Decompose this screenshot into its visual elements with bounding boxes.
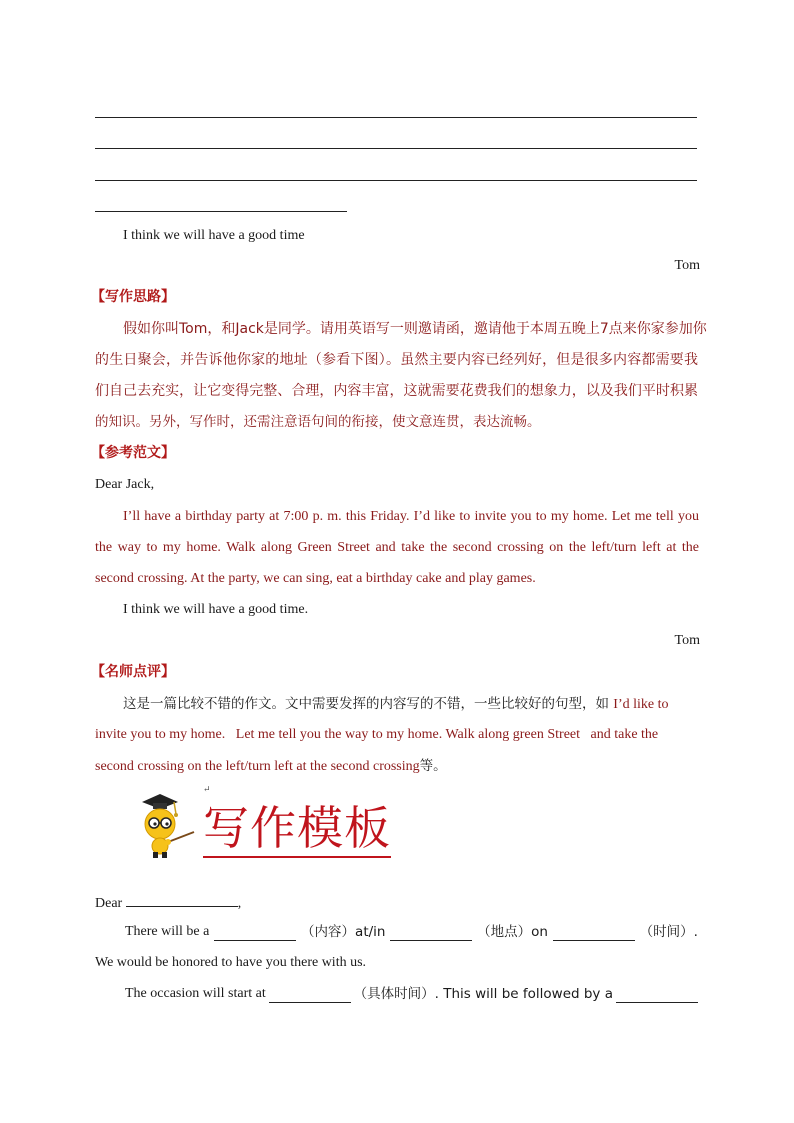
- place-blank: [390, 926, 472, 941]
- template-banner-title: 写作模板: [203, 800, 391, 858]
- top-closing: I think we will have a good time: [123, 228, 305, 243]
- sample-heading: 【参考范文】: [91, 445, 175, 461]
- template-salutation-suffix: ,: [237, 896, 242, 911]
- template-line-1-a: There will be a: [125, 924, 210, 939]
- top-signature: Tom: [674, 258, 700, 273]
- salutation-blank: [126, 892, 238, 907]
- comment-line-1: [123, 695, 669, 714]
- sample-salutation: Dear Jack,: [95, 477, 155, 492]
- comment-line-3: [95, 757, 447, 776]
- template-line-3-a: The occasion will start at: [125, 986, 266, 1001]
- idea-line-3: 们自己去充实，让它变得完整、合理，内容丰富，这就需要花费我们的想象力，以及我们平时积累: [95, 383, 698, 399]
- comment-line-1-en: I’d like to: [613, 697, 669, 712]
- answer-line-1: [95, 117, 697, 118]
- template-salutation: [95, 892, 241, 913]
- mascot-graduate-icon: [138, 786, 200, 860]
- comment-line-3-en: second crossing on the left/turn left at the second crossing: [95, 759, 420, 774]
- followed-by-blank: [616, 988, 698, 1003]
- idea-line-4: 的知识。另外，写作时，还需注意语句间的衔接，使文意连贯，表达流畅。: [95, 414, 541, 430]
- sample-line-3: second crossing. At the party, we can sing, eat a birthday cake and play games.: [95, 571, 536, 586]
- template-line-1-b: （内容）at/in: [301, 924, 386, 940]
- sample-line-2: the way to my home. Walk along Green Street and take the second crossing on the left/turn left at the: [95, 540, 699, 555]
- time-blank: [553, 926, 635, 941]
- template-line-3-b: （具体时间）. This will be followed by a: [353, 986, 613, 1002]
- comment-line-1-cn: 这是一篇比较不错的作文。文中需要发挥的内容写的不错，一些比较好的句型，如: [123, 696, 614, 712]
- sample-closing: I think we will have a good time.: [123, 602, 309, 617]
- template-line-1-c: （地点）on: [477, 924, 548, 940]
- idea-line-2: 的生日聚会，并告诉他你家的地址（参看下图）。虽然主要内容已经列好，但是很多内容都需要我: [95, 352, 698, 368]
- sample-signature: Tom: [674, 633, 700, 648]
- sample-line-1: I’ll have a birthday party at 7:00 p. m. this Friday. I’d like to invite you to my home. Let me tell you: [123, 509, 699, 524]
- comment-line-3-cn: 等。: [419, 758, 447, 774]
- answer-line-4: [95, 211, 347, 212]
- start-time-blank: [269, 988, 351, 1003]
- template-salutation-prefix: Dear: [95, 896, 123, 911]
- idea-line-1: 假如你叫Tom，和Jack是同学。请用英语写一则邀请函，邀请他于本周五晚上7点来你家参加你: [123, 321, 707, 337]
- comment-heading: 【名师点评】: [91, 664, 175, 680]
- template-line-2: We would be honored to have you there with us.: [95, 955, 367, 970]
- idea-heading: 【写作思路】: [91, 289, 175, 305]
- template-line-3: [125, 985, 698, 1003]
- template-line-1-d: （时间）.: [639, 924, 698, 940]
- template-line-1: [125, 923, 698, 941]
- content-blank: [214, 926, 296, 941]
- comment-line-2: invite you to my home. Let me tell you the way to my home. Walk along green Street and take the: [95, 727, 659, 742]
- return-mark-icon: ↵: [203, 784, 211, 794]
- answer-line-2: [95, 148, 697, 149]
- answer-line-3: [95, 180, 697, 181]
